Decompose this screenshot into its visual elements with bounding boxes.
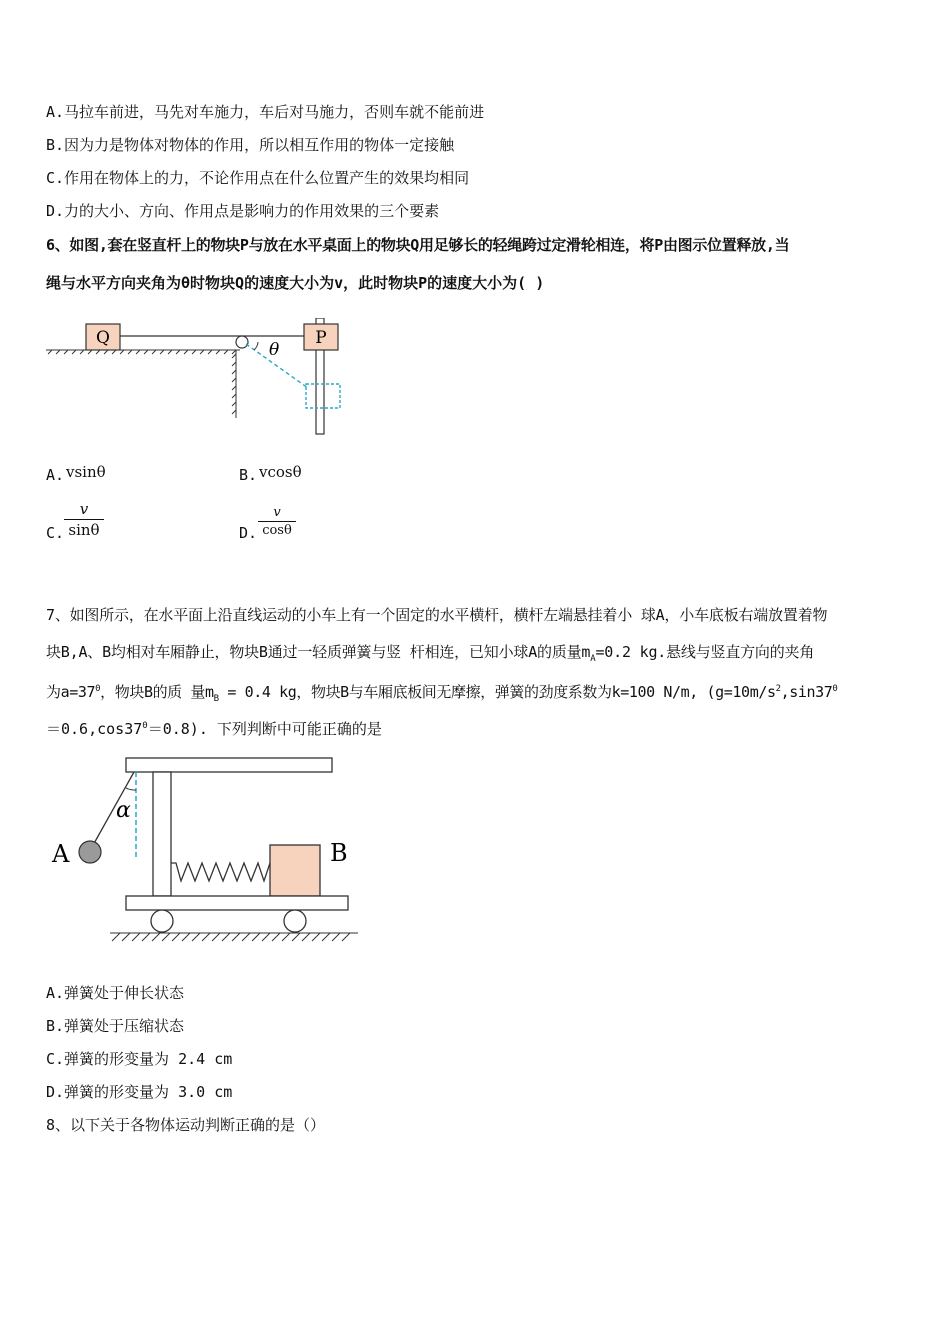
q7-stem-line2: 块B,A、B均相对车厢静止，物块B通过一轻质弹簧与竖 杆相连，已知小球A的质量$m_A=0.2$ kg.悬线与竖直方向的夹角	[46, 643, 815, 664]
q7-option-b: B.弹簧处于压缩状态	[46, 1017, 185, 1035]
label-p: P	[315, 328, 327, 348]
q5-option-a: A.马拉车前进，马先对车施力，车后对马施力，否则车就不能前进	[46, 103, 485, 121]
crossbar	[126, 758, 332, 772]
q5-option-c: C.作用在物体上的力，不论作用点在什么位置产生的效果均相同	[46, 169, 470, 187]
spring	[171, 863, 270, 881]
theta-arc	[254, 342, 258, 350]
table-edge	[232, 350, 236, 418]
label-b: B	[330, 839, 348, 867]
alpha-arc	[126, 788, 136, 790]
q6-option-c-numerator: v	[79, 500, 89, 518]
q6-option-a-expr: vsinθ	[66, 463, 106, 481]
q7-option-a: A.弹簧处于伸长状态	[46, 984, 185, 1002]
q7-option-d: D.弹簧的形变量为 3.0 cm	[46, 1083, 233, 1101]
q6-option-a-label: A.	[46, 466, 65, 484]
q6-option-c-label: C.	[46, 524, 65, 542]
q6-option-c-denominator: sinθ	[68, 521, 100, 539]
ball-a	[79, 841, 101, 863]
label-theta: θ	[269, 340, 280, 360]
q6-stem-line1: 6、如图,套在竖直杆上的物块P与放在水平桌面上的物块Q用足够长的轻绳跨过定滑轮相连，将P由图示位置释放,当	[46, 236, 790, 254]
pulley	[236, 336, 248, 348]
label-a: A	[52, 840, 70, 868]
q6-option-d-numerator: v	[273, 505, 281, 520]
q6-option-b-label: B.	[239, 466, 258, 484]
q6-stem-line2: 绳与水平方向夹角为θ时物块Q的速度大小为v，此时物块P的速度大小为( )	[46, 274, 545, 292]
q6-option-d-fraction	[258, 505, 296, 538]
label-alpha: α	[116, 798, 131, 823]
ground	[110, 933, 358, 941]
wheel-right	[284, 910, 306, 932]
q6-option-d-denominator: cosθ	[262, 523, 292, 538]
q8-stem-line1: 8、以下关于各物体运动判断正确的是（）	[46, 1116, 326, 1134]
q7-option-c: C.弹簧的形变量为 2.4 cm	[46, 1050, 233, 1068]
q7-figure	[48, 755, 368, 955]
q6-option-d-label: D.	[239, 524, 258, 542]
q7-stem-line4: $=0.6,\cos 37^0=0.8$). 下列判断中可能正确的是	[46, 720, 382, 738]
q6-figure	[44, 318, 354, 438]
q6-option-c-fraction	[64, 500, 104, 539]
block-b	[270, 845, 320, 896]
cart-floor	[126, 896, 348, 910]
q6-option-b-expr: vcosθ	[259, 463, 302, 481]
q5-option-d: D.力的大小、方向、作用点是影响力的作用效果的三个要素	[46, 202, 440, 220]
vertical-post	[153, 772, 171, 896]
table-surface	[46, 350, 240, 354]
q7-stem-line3: 为$a=37^0$，物块B的质 量$m_B = 0.4$ kg，物块B与车厢底板间无摩擦，弹簧的劲度系数为k=100 N/m, ($g=10m/s^2,\sin 37^0$	[46, 683, 838, 704]
q5-option-b: B.因为力是物体对物体的作用，所以相互作用的物体一定接触	[46, 136, 455, 154]
q7-stem-line1: 7、如图所示，在水平面上沿直线运动的小车上有一个固定的水平横杆，横杆左端悬挂着小 球A，小车底板右端放置着物	[46, 606, 828, 624]
label-q: Q	[96, 328, 110, 348]
wheel-left	[151, 910, 173, 932]
